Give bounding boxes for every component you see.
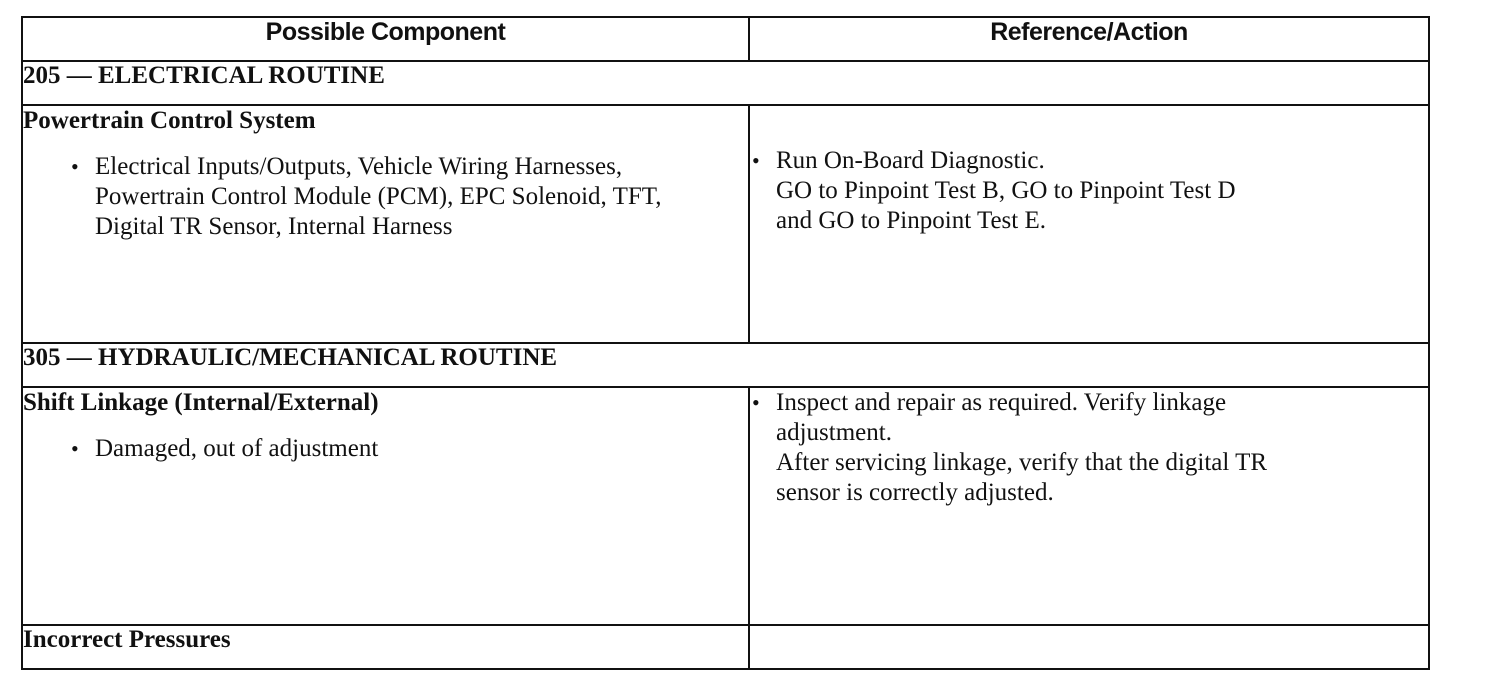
section-title-electrical: 205 — ELECTRICAL ROUTINE	[22, 61, 1429, 105]
section-row	[22, 343, 1429, 387]
action-bullet-text: Inspect and repair as required. Verify linkage adjustment.	[776, 389, 1227, 446]
component-bullet-text: Damaged, out of adjustment	[95, 435, 379, 462]
component-cell	[22, 387, 749, 625]
component-bullet	[69, 152, 748, 242]
component-bullet-text: Electrical Inputs/Outputs, Vehicle Wiring Harnesses, Powertrain Control Module (PCM), EPC Solenoid, TFT, Digital TR Sensor, Internal Harness	[95, 153, 662, 240]
bullet-icon: •	[71, 154, 79, 179]
component-cell	[22, 105, 749, 343]
header-reference-action: Reference/Action	[749, 17, 1429, 61]
action-continuation: GO to Pinpoint Test B, GO to Pinpoint Test D and GO to Pinpoint Test E.	[776, 177, 1236, 234]
action-cell	[749, 387, 1429, 625]
section-row	[22, 61, 1429, 105]
action-cell-empty	[749, 625, 1429, 669]
action-bullet-text: Run On-Board Diagnostic.	[776, 147, 1045, 174]
diagnostic-table	[21, 16, 1430, 670]
component-bullet	[69, 434, 748, 464]
table-row	[22, 625, 1429, 669]
bullet-icon: •	[71, 436, 79, 461]
table-row	[22, 105, 1429, 343]
action-continuation: After servicing linkage, verify that the digital TR sensor is correctly adjusted.	[776, 449, 1268, 506]
section-title-hydraulic: 305 — HYDRAULIC/MECHANICAL ROUTINE	[22, 343, 1429, 387]
table-row	[22, 387, 1429, 625]
bullet-icon: •	[752, 390, 760, 415]
action-cell	[749, 105, 1429, 343]
table-header-row	[22, 17, 1429, 61]
header-possible-component: Possible Component	[22, 17, 749, 61]
component-title: Shift Linkage (Internal/External)	[23, 389, 379, 416]
action-bullet	[750, 388, 1428, 448]
action-bullet	[750, 146, 1428, 176]
component-title: Powertrain Control System	[23, 107, 316, 134]
component-title-incorrect-pressures: Incorrect Pressures	[22, 625, 749, 669]
bullet-icon: •	[752, 148, 760, 173]
